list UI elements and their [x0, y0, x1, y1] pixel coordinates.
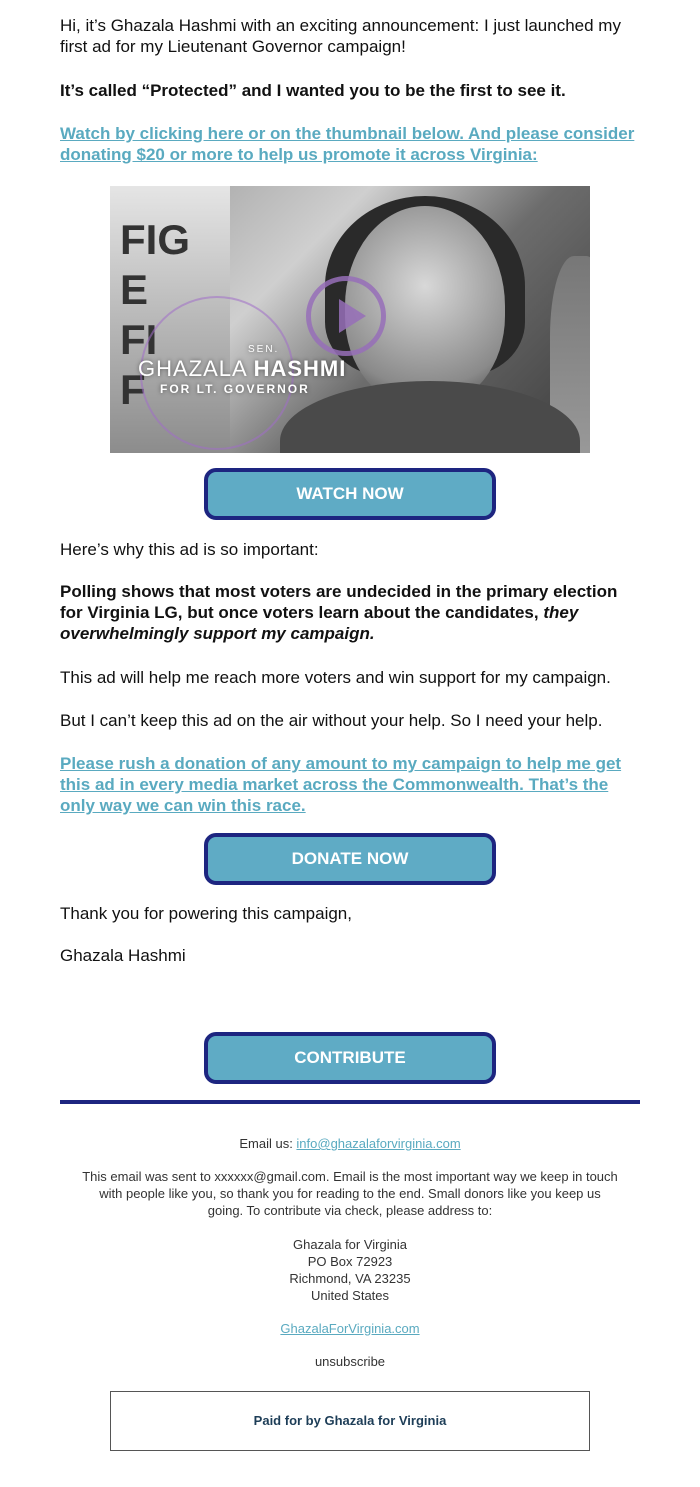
mailing-address: [60, 1236, 640, 1304]
email-label: Email us:: [239, 1136, 297, 1151]
paid-for-disclaimer: Paid for by Ghazala for Virginia: [110, 1391, 590, 1451]
signature: Ghazala Hashmi: [60, 946, 186, 965]
why-text: Here’s why this ad is so important:: [60, 540, 319, 559]
watch-now-button[interactable]: WATCH NOW: [204, 468, 496, 520]
sign-letters: FI: [120, 316, 158, 363]
email-link[interactable]: info@ghazalaforvirginia.com: [296, 1136, 461, 1151]
reach-text: This ad will help me reach more voters and win support for my campaign.: [60, 668, 611, 687]
sign-letters: E: [120, 266, 149, 313]
unsubscribe-link[interactable]: unsubscribe: [314, 1354, 386, 1369]
address-line: Richmond, VA 23235: [289, 1271, 411, 1286]
address-line: Ghazala for Virginia: [293, 1237, 407, 1252]
contribute-button[interactable]: CONTRIBUTE: [204, 1032, 496, 1084]
candidate-body: [280, 381, 580, 453]
logo-office: FOR LT. GOVERNOR: [160, 382, 310, 396]
watch-link[interactable]: Watch by clicking here or on the thumbnail below. And please consider donating $20 or more to help us promote it across Virginia:: [60, 124, 635, 164]
footer-divider: [60, 1100, 640, 1104]
logo-sen: SEN.: [248, 344, 280, 355]
address-line: United States: [310, 1288, 390, 1303]
sign-letters: FIG: [120, 216, 190, 263]
rush-link-paragraph: [60, 753, 640, 816]
website-line: [60, 1320, 640, 1337]
thanks-text: Thank you for powering this campaign,: [60, 904, 352, 923]
website-link[interactable]: GhazalaForVirginia.com: [280, 1321, 420, 1336]
polling-text: Polling shows that most voters are undecided in the primary election for Virginia LG, but once voters learn about the candidates, they overwhelmingly support my campaign.: [60, 582, 618, 643]
rush-donation-link[interactable]: Please rush a donation of any amount to my campaign to help me get this ad in every media market across the Commonwealth. That’s the only way we can win this race.: [60, 754, 622, 815]
watch-link-paragraph: [60, 123, 640, 165]
sign-letters: F: [120, 366, 146, 413]
footer-email-line: [60, 1135, 640, 1152]
ad-headline: It’s called “Protected” and I wanted you to be the first to see it.: [60, 81, 566, 100]
donate-now-button[interactable]: DONATE NOW: [204, 833, 496, 885]
footer-notice: This email was sent to xxxxxx@gmail.com. Email is the most important way we keep in touch with people like you, so thank you for reading to the end. Small donors like you keep us going. To contribute via check, please address to:: [82, 1169, 618, 1218]
address-line: PO Box 72923: [307, 1254, 393, 1269]
video-thumbnail[interactable]: [110, 186, 590, 453]
help-text: But I can’t keep this ad on the air without your help. So I need your help.: [60, 711, 603, 730]
intro-text: Hi, it’s Ghazala Hashmi with an exciting announcement: I just launched my first ad for my Lieutenant Governor campaign!: [60, 16, 621, 56]
logo-name: GHAZALA HASHMI: [138, 356, 347, 381]
play-circle-icon[interactable]: [306, 276, 386, 356]
